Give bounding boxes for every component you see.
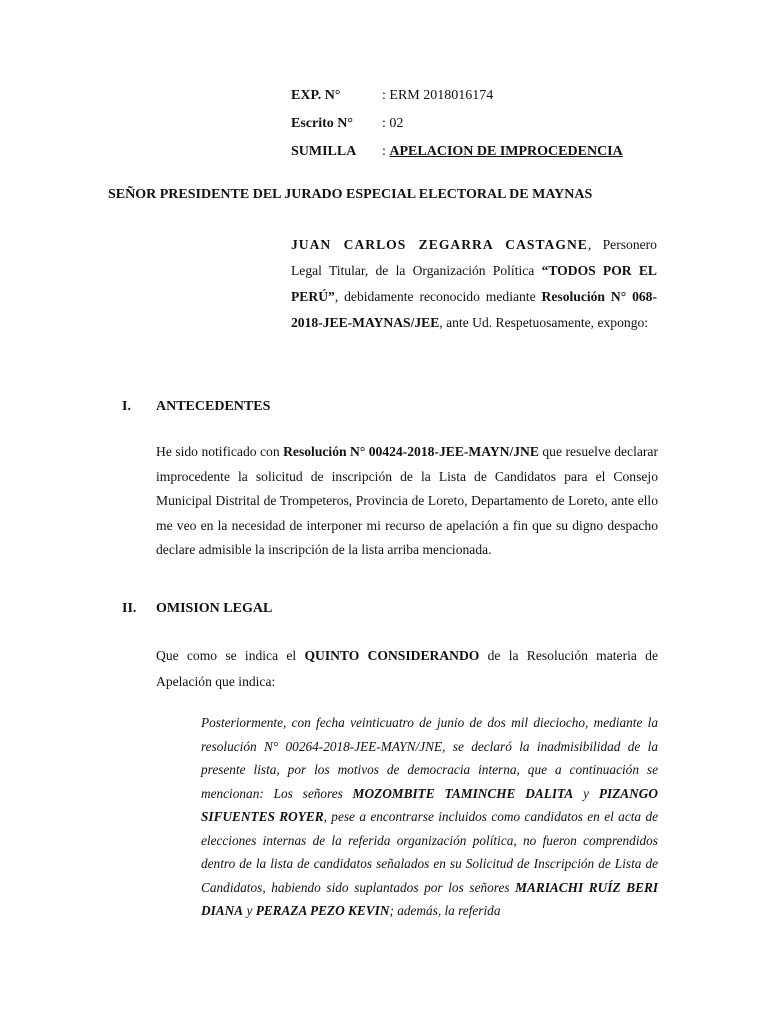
- quote-name-4: PERAZA PEZO KEVIN: [255, 903, 390, 918]
- section-1-resolution: Resolución N° 00424-2018-JEE-MAYN/JNE: [283, 444, 539, 459]
- section-1-title: ANTECEDENTES: [156, 399, 271, 414]
- escrito-label: Escrito N°: [291, 116, 353, 131]
- exp-label: EXP. N°: [291, 88, 341, 103]
- party-name: “TODOS POR EL PERÚ”: [291, 263, 657, 304]
- quote-text-2: y: [573, 785, 599, 801]
- quote-text-3: , pese a encontrarse incluidos como candidatos en el acta de elecciones internas de la referida organización política, no fueron comprendidos dentro de la lista de candidatos señalados en su Solicitud de Inscripción de Lista de Candidatos, habiendo sido suplantados por los señores: [201, 809, 658, 895]
- quote-text-5: ; además, la referida: [389, 903, 501, 918]
- section-2-text-1: Que como se indica el: [156, 648, 305, 663]
- exp-value: : ERM 2018016174: [382, 88, 494, 103]
- section-2-text-2: de la Resolución materia de Apelación que indica:: [156, 648, 658, 689]
- section-2-paragraph: [156, 643, 658, 695]
- petitioner-name: JUAN CARLOS ZEGARRA CASTAGNE: [291, 237, 588, 252]
- quoted-considerando: [201, 711, 658, 923]
- quote-text-4: y: [243, 903, 256, 918]
- intro-resolution: Resolución N° 068-2018-JEE-MAYNAS/JEE: [291, 289, 657, 330]
- sumilla-colon: :: [382, 144, 390, 159]
- quote-text-1: Posteriormente, con fecha veinticuatro de junio de dos mil dieciocho, mediante la resolución N° 00264-2018-JEE-MAYN/JNE, se declaró la inadmisibilidad de la presente lista, por los motivos de democracia interna, que a continuación se mencionan: Los señores: [201, 715, 658, 801]
- section-2-number: II.: [122, 601, 137, 616]
- section-1-paragraph: [156, 440, 658, 563]
- section-2-title: OMISION LEGAL: [156, 601, 273, 616]
- quote-name-3: MARIACHI RUÍZ BERI DIANA: [201, 879, 658, 918]
- quote-name-1: MOZOMBITE TAMINCHE DALITA: [352, 785, 574, 801]
- intro-paragraph: [291, 232, 657, 336]
- intro-text-2: , debidamente reconocido mediante: [334, 289, 542, 304]
- sumilla-label: SUMILLA: [291, 144, 357, 159]
- quote-name-2: PIZANGO SIFUENTES ROYER: [201, 785, 658, 824]
- section-1-number: I.: [122, 399, 131, 414]
- sumilla-value-wrap: [382, 143, 623, 161]
- addressee-heading: SEÑOR PRESIDENTE DEL JURADO ESPECIAL ELECTORAL DE MAYNAS: [108, 187, 593, 202]
- section-1-text-2: que resuelve declarar improcedente la solicitud de inscripción de la Lista de Candidatos para el Consejo Municipal Distrital de Trompeteros, Provincia de Loreto, Departamento de Loreto, ante ello me veo en la necesidad de interponer mi recurso de apelación a fin que su digno despacho declare admisible la inscripción de la lista arriba mencionada.: [156, 444, 658, 557]
- sumilla-value: APELACION DE IMPROCEDENCIA: [389, 144, 623, 159]
- intro-text-1: , Personero Legal Titular, de la Organización Política: [291, 237, 657, 278]
- quinto-considerando: QUINTO CONSIDERANDO: [304, 648, 480, 663]
- escrito-value: : 02: [382, 116, 404, 131]
- section-1-text-1: He sido notificado con: [156, 444, 284, 459]
- intro-text-3: , ante Ud. Respetuosamente, expongo:: [439, 315, 649, 330]
